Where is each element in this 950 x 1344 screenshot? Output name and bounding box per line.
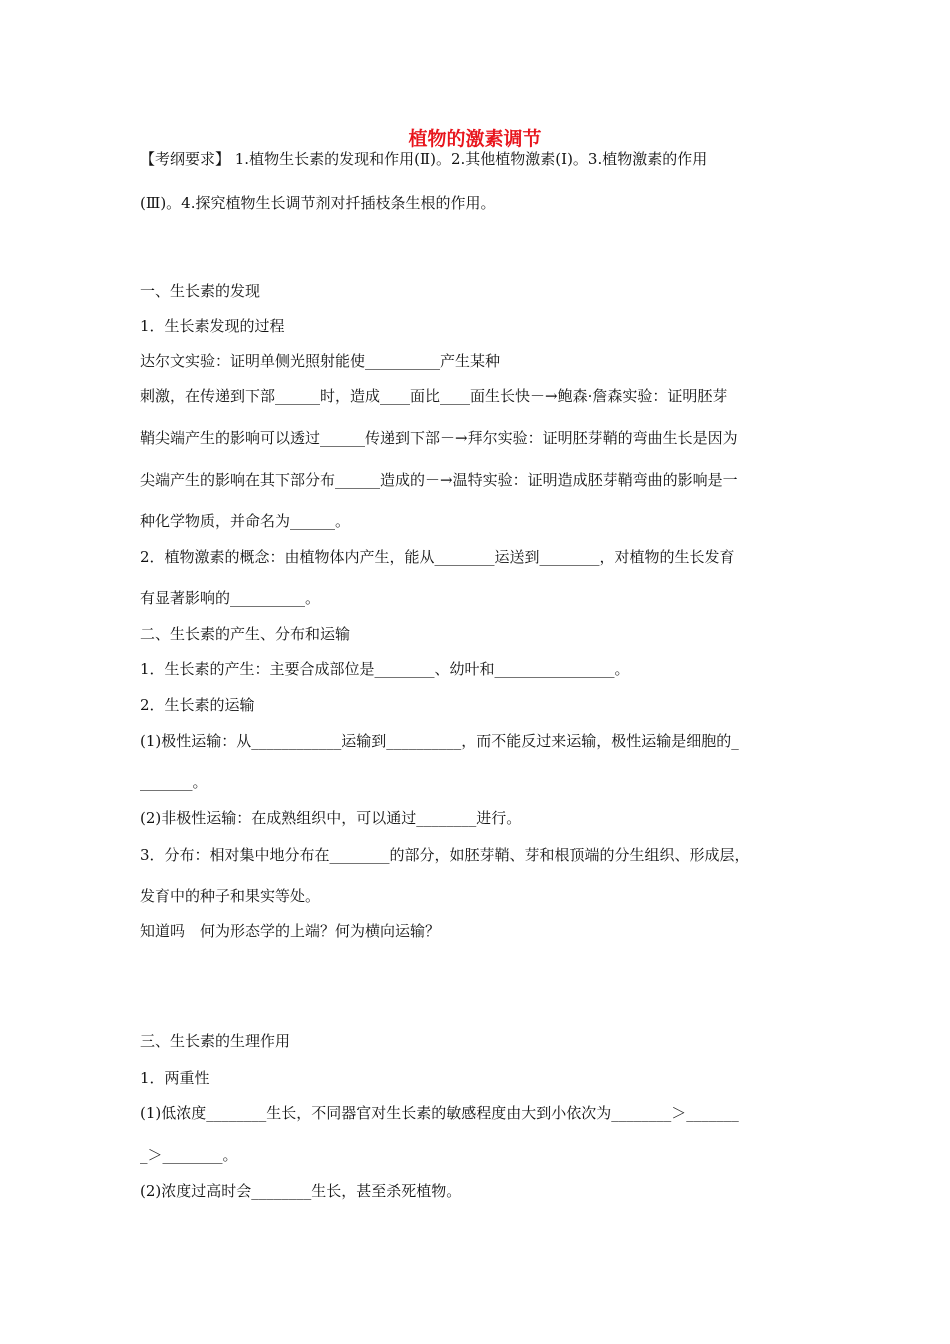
- text-line: 种化学物质，并命名为______。: [140, 512, 351, 530]
- text-line: 2．植物激素的概念：由植物体内产生，能从________运送到________，对植物的生长发育: [140, 548, 735, 566]
- section-heading: 一、生长素的发现: [140, 282, 261, 300]
- text-line: _______。: [140, 773, 208, 791]
- text-line: _＞________。: [140, 1146, 238, 1164]
- text-line: 3．分布：相对集中地分布在________的部分，如胚芽鞘、芽和根顶端的分生组织、形成层，: [140, 846, 750, 864]
- text-line: (2)浓度过高时会________生长，甚至杀死植物。: [140, 1182, 462, 1200]
- text-line: 1．两重性: [140, 1069, 210, 1087]
- section-heading: 三、生长素的生理作用: [140, 1032, 291, 1050]
- text-line: 发育中的种子和果实等处。: [140, 887, 321, 905]
- text-line: 2．生长素的运输: [140, 696, 255, 714]
- text-line: 知道吗 何为形态学的上端？何为横向运输？: [140, 922, 441, 940]
- text-line: (Ⅲ)。4.探究植物生长调节剂对扦插枝条生根的作用。: [140, 194, 496, 212]
- text-line: 1．生长素的产生：主要合成部位是________、幼叶和________________。: [140, 660, 630, 678]
- text-line: 尖端产生的影响在其下部分布______造成的－→温特实验：证明造成胚芽鞘弯曲的影响是一: [140, 471, 738, 489]
- text-line: 有显著影响的__________。: [140, 589, 321, 607]
- text-line: 达尔文实验：证明单侧光照射能使__________产生某种: [140, 352, 501, 370]
- document-title: 植物的激素调节: [408, 128, 542, 150]
- text-line: (1)极性运输：从____________运输到__________，而不能反过来运输，极性运输是细胞的_: [140, 732, 739, 750]
- text-line: 刺激，在传递到下部______时，造成____面比____面生长快－→鲍森·詹森实验：证明胚芽: [140, 387, 728, 405]
- text-line: (1)低浓度________生长，不同器官对生长素的敏感程度由大到小依次为________＞_______: [140, 1104, 739, 1122]
- section-heading: 二、生长素的产生、分布和运输: [140, 625, 351, 643]
- text-line: 鞘尖端产生的影响可以透过______传递到下部－→拜尔实验：证明胚芽鞘的弯曲生长是因为: [140, 429, 738, 447]
- text-line: 1．生长素发现的过程: [140, 317, 285, 335]
- text-line: (2)非极性运输：在成熟组织中，可以通过________进行。: [140, 809, 522, 827]
- text-line: 【考纲要求】 1.植物生长素的发现和作用(Ⅱ)。2.其他植物激素(Ⅰ)。3.植物激素的作用: [140, 150, 708, 168]
